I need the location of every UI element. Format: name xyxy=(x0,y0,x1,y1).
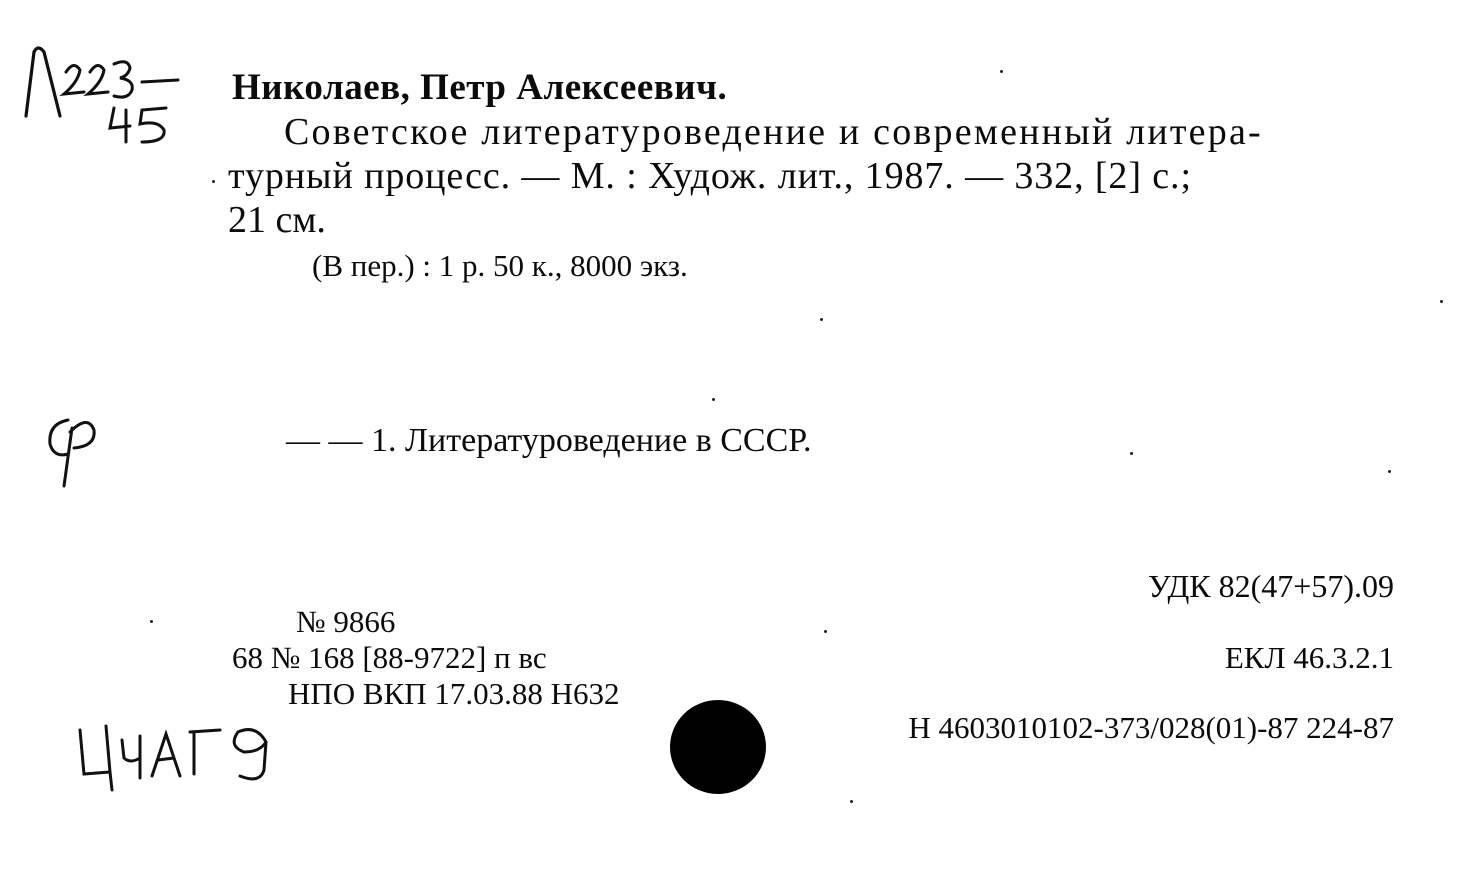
speck xyxy=(1440,300,1443,303)
card-meta xyxy=(232,604,620,712)
title-description xyxy=(228,110,1398,242)
punch-hole xyxy=(670,700,766,794)
meta-line: НПО ВКП 17.03.88 Н632 xyxy=(288,676,620,711)
author-heading: Николаев, Петр Алексеевич. xyxy=(232,67,728,108)
handwritten-code xyxy=(70,712,285,802)
speck xyxy=(150,620,153,623)
speck xyxy=(850,800,853,803)
subject-heading: — — 1. Литературоведение в СССР. xyxy=(286,422,812,459)
handwritten-shelf-mark xyxy=(18,38,188,148)
speck xyxy=(820,318,823,321)
udk-code: УДК 82(47+57).09 xyxy=(1148,568,1394,604)
binding-price-note: (В пер.) : 1 р. 50 к., 8000 экз. xyxy=(312,248,688,283)
ekl-code: ЕКЛ 46.3.2.1 xyxy=(1224,640,1394,675)
title-line: Советское литературоведение и современный литера- xyxy=(284,111,1263,153)
speck xyxy=(712,398,715,401)
publisher-code: Н 4603010102-373/028(01)-87 224-87 xyxy=(908,710,1394,745)
speck xyxy=(1000,70,1003,73)
meta-line: № 9866 xyxy=(296,604,396,639)
title-line: турный процесс. — М. : Худож. лит., 1987. — 332, [2] с.; xyxy=(228,155,1192,197)
speck xyxy=(1130,452,1133,455)
handwritten-mark xyxy=(38,408,108,492)
title-line: 21 см. xyxy=(228,199,326,241)
speck xyxy=(212,180,215,183)
meta-line: 68 № 168 [88-9722] п вс xyxy=(232,640,547,675)
speck xyxy=(1388,470,1391,473)
speck xyxy=(824,630,827,633)
